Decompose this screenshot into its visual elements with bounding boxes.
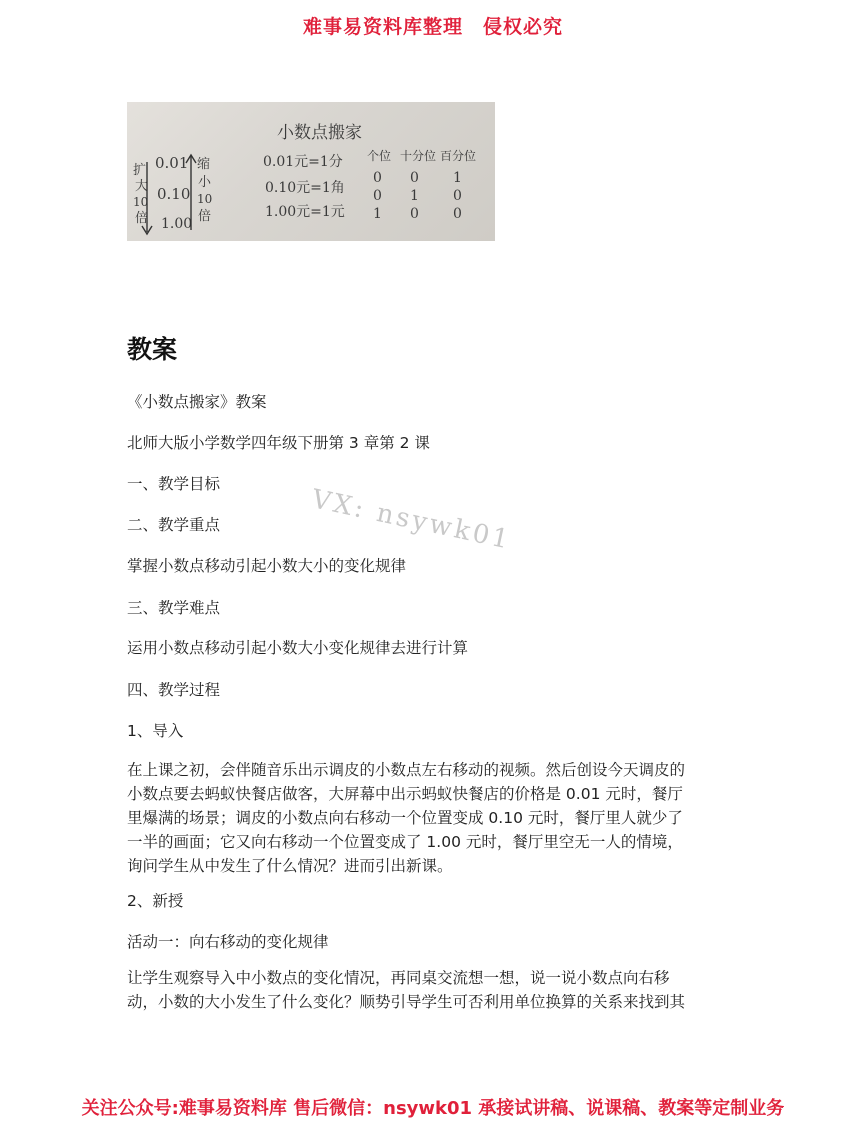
intro-line-0: 在上课之初，会伴随音乐出示调皮的小数点左右移动的视频。然后创设今天调皮的 — [127, 761, 686, 779]
digit-r0-c0: 0 — [373, 170, 382, 186]
conversion-1: 0.10元=1角 — [265, 180, 345, 196]
intro-paragraph — [127, 758, 747, 878]
activity-line-0: 让学生观察导入中小数点的变化情况，再同桌交流想一想，说一说小数点向右移 — [127, 969, 670, 987]
intro-line-3: 一半的画面；它又向右移动一个位置变成了 1.00 元时，餐厅里空无一人的情境， — [127, 833, 683, 851]
digit-r0-c2: 1 — [453, 170, 462, 186]
section-objectives: 一、教学目标 — [127, 475, 221, 493]
section-process: 四、教学过程 — [127, 681, 221, 699]
digit-r0-c1: 0 — [410, 170, 419, 186]
number-0: 0.01 — [155, 154, 189, 172]
difficulties-text: 运用小数点移动引起小数大小变化规律去进行计算 — [127, 639, 469, 657]
textbook-line: 北师大版小学数学四年级下册第 3 章第 2 课 — [127, 434, 430, 452]
column-tenths: 十分位 — [400, 149, 437, 163]
digit-r2-c2: 0 — [453, 206, 462, 222]
left-label-1: 大 — [135, 179, 149, 194]
digit-r2-c0: 1 — [373, 206, 382, 222]
handwritten-notes — [127, 102, 495, 241]
subsection-new-lesson: 2、新授 — [127, 892, 184, 910]
left-label-3: 倍 — [135, 211, 149, 226]
digit-r1-c1: 1 — [410, 188, 419, 204]
handwritten-photo — [127, 102, 495, 241]
header-banner: 难事易资料库整理 侵权必究 — [302, 16, 563, 38]
right-label-1: 小 — [198, 175, 212, 190]
activity-line-1: 动，小数的大小发生了什么变化？顺势引导学生可否利用单位换算的关系来找到其 — [127, 993, 686, 1011]
photo-title: 小数点搬家 — [277, 123, 362, 143]
left-label-2: 10 — [133, 195, 149, 209]
right-label-0: 缩 — [197, 157, 211, 172]
column-ones: 个位 — [367, 149, 392, 163]
number-2: 1.00 — [161, 216, 193, 232]
number-1: 0.10 — [157, 185, 191, 203]
watermark: VX: nsywk01 — [309, 484, 515, 556]
subsection-intro: 1、导入 — [127, 722, 184, 740]
intro-line-2: 里爆满的场景；调皮的小数点向右移动一个位置变成 0.10 元时，餐厅里人就少了 — [127, 809, 683, 827]
activity-paragraph — [127, 966, 747, 1014]
left-label-0: 扩 — [133, 163, 147, 178]
right-label-3: 倍 — [198, 209, 212, 224]
conversion-2: 1.00元=1元 — [265, 204, 345, 220]
intro-line-4: 询问学生从中发生了什么情况？进而引出新课。 — [127, 857, 453, 875]
intro-line-1: 小数点要去蚂蚁快餐店做客，大屏幕中出示蚂蚁快餐店的价格是 0.01 元时，餐厅 — [127, 785, 683, 803]
right-label-2: 10 — [197, 192, 213, 206]
section-key-points: 二、教学重点 — [127, 516, 221, 534]
lesson-title-line: 《小数点搬家》教案 — [127, 393, 267, 411]
digit-r1-c2: 0 — [453, 188, 462, 204]
document-title: 教案 — [127, 335, 178, 364]
digit-r2-c1: 0 — [410, 206, 419, 222]
section-difficulties: 三、教学难点 — [127, 599, 221, 617]
footer-banner: 关注公众号:难事易资料库 售后微信：nsywk01 承接试讲稿、说课稿、教案等定制业务 — [81, 1098, 785, 1119]
key-points-text: 掌握小数点移动引起小数大小的变化规律 — [127, 557, 407, 575]
activity-one: 活动一：向右移动的变化规律 — [127, 933, 329, 951]
conversion-0: 0.01元=1分 — [263, 154, 343, 170]
column-hundredths: 百分位 — [440, 149, 477, 163]
digit-r1-c0: 0 — [373, 188, 382, 204]
